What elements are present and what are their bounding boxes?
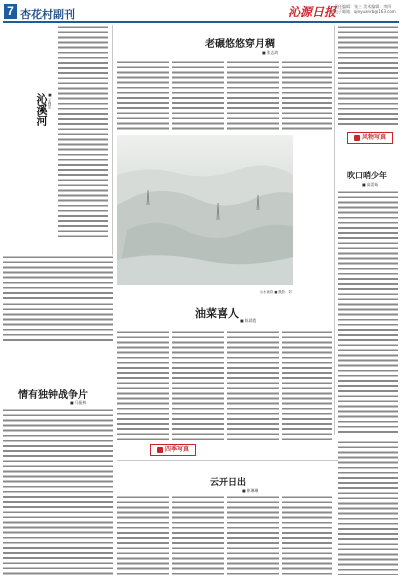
section-title: 杏花村副刊	[20, 8, 75, 21]
right-article-title: 吹口哨少年	[347, 170, 387, 180]
middle-text-col-1	[117, 330, 169, 440]
bottom-text-col-2	[172, 495, 224, 575]
right-badge	[347, 132, 393, 144]
right-column-text-top	[338, 25, 398, 125]
main-text-col-2	[172, 60, 224, 132]
middle-article-byline: ■ 陈晨霞	[240, 318, 257, 323]
middle-badge	[150, 444, 196, 456]
main-text-col-3	[227, 60, 279, 132]
lower-left-article-title: 情有独钟战争片	[18, 390, 88, 401]
middle-badge-label: 四季写真	[164, 446, 189, 453]
middle-text-col-3	[227, 330, 279, 440]
right-article-byline: ■ 高雷茹	[362, 182, 379, 187]
header-rule	[3, 21, 399, 23]
lower-left-article-text	[3, 408, 113, 576]
flower-icon	[354, 135, 360, 141]
photo-caption: 山水画卷 ■ 摄影：刘	[260, 290, 292, 294]
meta-line-2: 电子邮箱：qinyuanrb@163.com	[334, 9, 396, 14]
page-number: 7	[4, 4, 17, 19]
landscape-photo	[117, 135, 293, 285]
bottom-text-col-3	[227, 495, 279, 575]
flower-icon	[157, 447, 163, 453]
left-column-text	[58, 25, 108, 240]
landscape-illustration	[117, 135, 293, 285]
left-article-byline: ■ 王利军	[48, 93, 52, 109]
middle-article-title: 油菜喜人	[195, 307, 239, 320]
meta-line-1: 责任编辑：张三 美术编辑：李四	[334, 4, 392, 9]
left-lower-text	[3, 255, 113, 300]
column-divider	[112, 25, 113, 255]
main-article-title: 老碾悠悠穿月稠	[205, 39, 275, 50]
header-meta	[334, 4, 400, 14]
middle-text-col-2	[172, 330, 224, 440]
bottom-article-byline: ■ 崔琳琳	[242, 488, 259, 493]
bottom-article-title: 云开日出	[210, 478, 247, 488]
main-article-byline: ■ 张志鸿	[262, 50, 279, 55]
middle-text-col-4	[282, 330, 332, 440]
newspaper-logo: 沁源日报	[288, 5, 337, 19]
right-article-text	[338, 190, 398, 435]
bottom-text-col-4	[282, 495, 332, 575]
main-text-col-4	[282, 60, 332, 132]
bottom-text-col-1	[117, 495, 169, 575]
left-article-title: 沁溪河	[35, 93, 48, 126]
column-divider	[334, 25, 335, 435]
right-badge-label: 风物写真	[361, 134, 386, 141]
right-column-text-bottom	[338, 440, 398, 575]
lower-left-article-byline: ■ 马振林	[70, 400, 87, 405]
left-lower-text-2	[3, 302, 113, 342]
main-text-col-1	[117, 60, 169, 132]
